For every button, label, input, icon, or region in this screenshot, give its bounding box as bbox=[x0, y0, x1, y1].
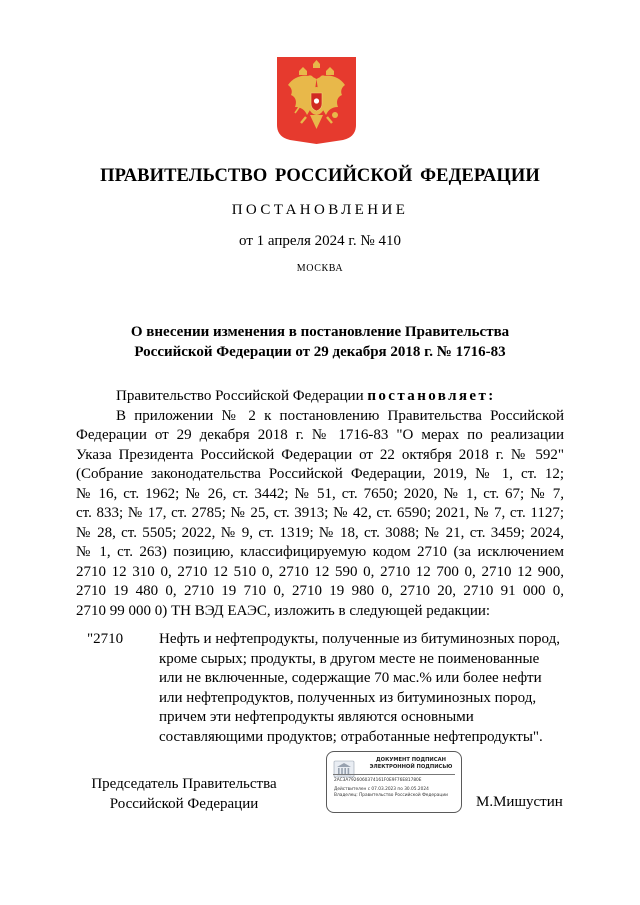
body-line: ст. 833; № 17, ст. 2785; № 25, ст. 3913; № 42, ст. 6590; 2021, № 7, ст. 1127; bbox=[76, 505, 564, 521]
electronic-signature-stamp bbox=[326, 751, 462, 813]
body-line: № 28, ст. 5505; 2022, № 9, ст. 1319; № 18, ст. 3088; № 21, ст. 3459; 2024, bbox=[76, 524, 564, 541]
signatory-name: М.Мишустин bbox=[476, 794, 563, 810]
document-date-number: от 1 апреля 2024 г. № 410 bbox=[239, 233, 401, 249]
position-line: Председатель Правительства bbox=[91, 776, 277, 792]
subject-line: Российской Федерации от 29 декабря 2018 г. № 1716-83 bbox=[134, 343, 506, 360]
government-building-icon bbox=[333, 758, 355, 778]
position-line: Российской Федерации bbox=[109, 795, 259, 812]
document-type: ПОСТАНОВЛЕНИЕ bbox=[231, 202, 409, 218]
stamp-title bbox=[363, 757, 459, 771]
stamp-title-line: ЭЛЕКТРОННОЙ ПОДПИСЬЮ bbox=[369, 764, 453, 770]
item-description: Нефть и нефтепродукты, полученные из битуминозных пород, кроме сырых; продукты, в другом месте не поименованные или не включенные, содержащие 70 мас.% или более нефти или нефтепродуктов, полученных из битуминозных пород, причем эти нефтепродукты являются основными составляющими продуктов; отработанные нефтепродукты". bbox=[159, 631, 560, 745]
signatory-position bbox=[74, 775, 294, 814]
decree-paragraph bbox=[76, 387, 564, 407]
body-line: (Собрание законодательства Российской Федерации, 2019, № 1, ст. 12; bbox=[76, 466, 564, 482]
body-line: № 16, ст. 1962; № 26, ст. 3442; № 51, ст. 7650; 2020, № 1, ст. 67; № 7, bbox=[76, 485, 564, 502]
document-body bbox=[76, 387, 564, 621]
stamp-divider bbox=[333, 774, 455, 775]
body-line: Указа Президента Российской Федерации от 22 октября 2018 г. № 592" bbox=[76, 446, 564, 463]
document-city: МОСКВА bbox=[296, 263, 344, 274]
document-subject bbox=[0, 323, 640, 362]
body-line: 2710 12 310 0, 2710 12 510 0, 2710 12 590 0, 2710 12 700 0, 2710 12 900, bbox=[76, 563, 564, 580]
decree-lead: Правительство Российской Федерации bbox=[116, 388, 368, 404]
coat-of-arms-icon bbox=[277, 57, 356, 144]
certificate-owner: Владелец: Правительство Российской Федерации bbox=[334, 793, 448, 798]
body-line: 2710 99 000 0) ТН ВЭД ЕАЭС, изложить в следующей редакции: bbox=[76, 602, 491, 619]
body-line: В приложении № 2 к постановлению Правительства Российской bbox=[116, 407, 564, 424]
stamp-title-line: ДОКУМЕНТ ПОДПИСАН bbox=[376, 757, 446, 763]
certificate-validity: Действителен с 07.03.2023 по 30.05.2024 bbox=[334, 787, 429, 792]
body-line: № 1, ст. 263) позицию, классифицируемую кодом 2710 (за исключением bbox=[76, 544, 564, 560]
subject-line: О внесении изменения в постановление Правительства bbox=[130, 324, 510, 340]
government-title: ПРАВИТЕЛЬСТВО РОССИЙСКОЙ ФЕДЕРАЦИИ bbox=[100, 166, 540, 186]
body-line: Федерации от 29 декабря 2018 г. № 1716-83 "О мерах по реализации bbox=[76, 427, 564, 443]
certificate-serial: 2AC3A7926060374161F0E9F76E81780E bbox=[334, 778, 422, 783]
decree-word: постановляет: bbox=[367, 388, 496, 404]
item-code: "2710 bbox=[87, 631, 124, 647]
body-line: 2710 19 480 0, 2710 19 710 0, 2710 19 980 0, 2710 20, 2710 91 000 0, bbox=[76, 583, 564, 599]
